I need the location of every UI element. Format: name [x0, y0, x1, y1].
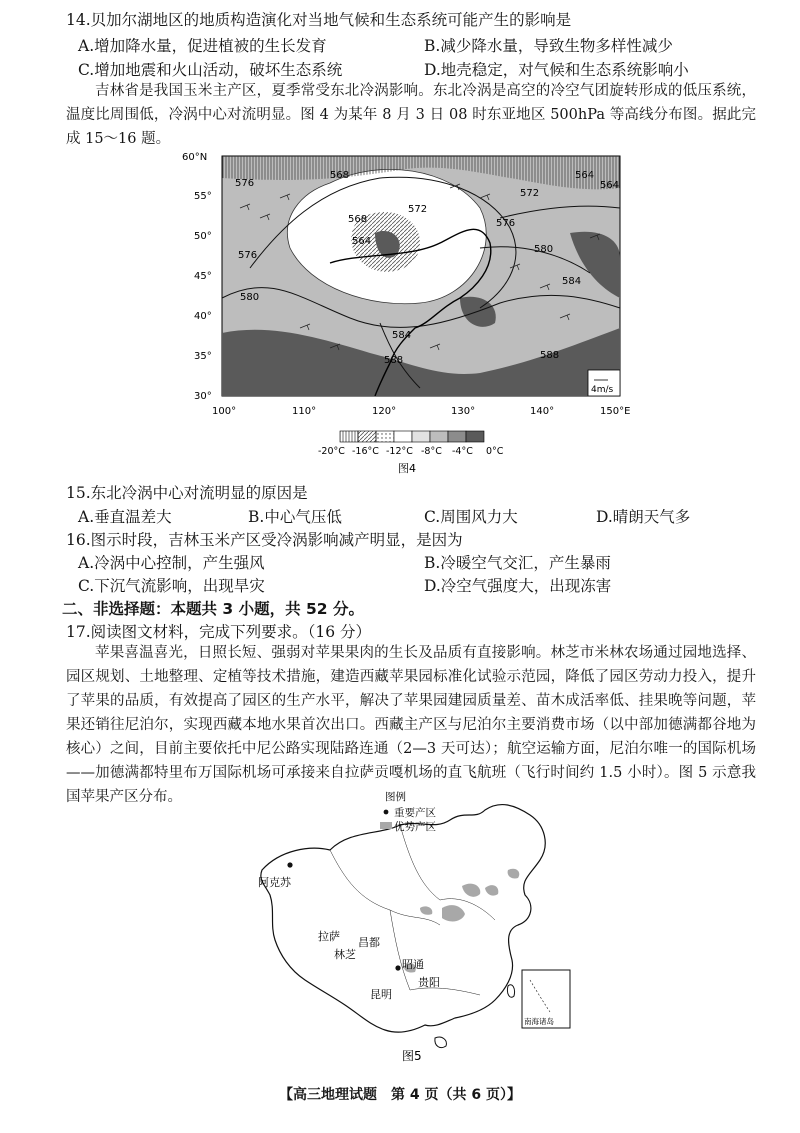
contour-label: 584: [562, 276, 582, 287]
q17-stem: 17.阅读图文材料，完成下列要求。（16 分）: [66, 623, 372, 641]
contour-label: 580: [534, 244, 554, 255]
q14-option-a: A.增加降水量，促进植被的生长发育: [78, 37, 327, 55]
lat-label: 55°: [194, 191, 212, 202]
contour-label: 572: [520, 188, 540, 199]
q16-options-row1: [78, 553, 768, 573]
place-label-akesu: 阿克苏: [258, 876, 291, 889]
q14-options-row2: [78, 60, 768, 80]
place-label-changdu: 昌都: [358, 936, 380, 949]
section-2-heading: 二、非选择题：本题共 3 小题，共 52 分。: [62, 600, 364, 618]
q15-stem: 15.东北冷涡中心对流明显的原因是: [66, 484, 308, 502]
legend-title: 图例: [385, 791, 406, 803]
lat-label: 60°N: [182, 152, 208, 163]
q14-options-row1: [78, 36, 768, 56]
q14-option-b: B.减少降水量，导致生物多样性减少: [424, 37, 673, 55]
intro-15-16-text: 吉林省是我国玉米主产区，夏季常受东北冷涡影响。东北冷涡是高空的冷空气团旋转形成的低压系统，温度比周围低，冷涡中心对流明显。图 4 为某年 8 月 3 日 08 时东亚地区 500hPa 等高线分布图。据此完成 15～16 题。: [66, 83, 756, 147]
legend-dot-icon: [384, 810, 389, 815]
legend-item-important: 重要产区: [394, 807, 436, 819]
contour-label: 568: [330, 170, 350, 181]
q17-material-text: 苹果喜温喜光，日照长短、强弱对苹果果肉的生长及品质有直接影响。林芝市米林农场通过园地选择、园区规划、土地整理、定植等技术措施，建造西藏苹果园标准化试验示范园，降低了园区劳动力投入，提升了苹果的品质，有效提高了园区的生产水平，解决了苹果园建园质量差、苗木成活率低、挂果晚等问题，苹果还销往尼泊尔，实现西藏本地水果首次出口。西藏主产区与尼泊尔主要消费市场（以中部加德满都谷地为核心）之间，目前主要依托中尼公路实现陆路连通（2—3 天可达）；航空运输方面，尼泊尔唯一的国际机场——加德满都特里布万国际机场可承接来自拉萨贡嘎机场的直飞航班（飞行时间约 1.5 小时）。图 5 示意我国苹果产区分布。: [66, 645, 756, 805]
place-label-zhaotong: 昭通: [402, 958, 424, 971]
contour-label: 576: [496, 218, 516, 229]
q15-option-a: A.垂直温差大: [78, 508, 172, 526]
lat-label: 50°: [194, 231, 212, 242]
lat-label: 45°: [194, 271, 212, 282]
contour-label: 564: [600, 180, 620, 191]
legend-swatch-icon: [380, 822, 392, 829]
figure-4-caption: 图4: [398, 462, 416, 475]
lon-label: 120°: [372, 406, 397, 417]
contour-label: 576: [235, 178, 255, 189]
wind-scale-label: 4m/s: [591, 385, 614, 395]
q15-options: [78, 507, 768, 527]
q15-option-b: B.中心气压低: [248, 508, 342, 526]
q15-option-d: D.晴朗天气多: [596, 508, 691, 526]
lat-label: 30°: [194, 391, 212, 402]
contour-label: 564: [352, 236, 372, 247]
q14-option-c: C.增加地震和火山活动，破坏生态系统: [78, 61, 343, 79]
temperature-legend: [318, 431, 504, 475]
inset-label: 南海诸岛: [524, 1017, 554, 1026]
legend-label: -20°C: [318, 446, 345, 457]
lon-label: 140°: [530, 406, 555, 417]
place-label-kunming: 昆明: [370, 988, 392, 1001]
contour-label: 568: [348, 214, 368, 225]
contour-label: 580: [240, 292, 260, 303]
q14-option-d: D.地壳稳定，对气候和生态系统影响小: [424, 61, 689, 79]
contour-label: 584: [392, 330, 412, 341]
place-label-lhasa: 拉萨: [318, 930, 340, 943]
q17-material: [66, 641, 756, 809]
figure-4-map: [180, 148, 640, 478]
south-china-sea-inset: [522, 970, 570, 1028]
q16-option-b: B.冷暖空气交汇，产生暴雨: [424, 554, 611, 572]
q16-option-c: C.下沉气流影响，出现旱灾: [78, 577, 265, 595]
legend-label: -16°C: [352, 446, 379, 457]
contour-label: 588: [384, 355, 404, 366]
contour-label: 572: [408, 204, 428, 215]
lat-label: 35°: [194, 351, 212, 362]
q16-options-row2: [78, 576, 768, 596]
map-plot-area: [222, 156, 620, 396]
q14-stem: 14.贝加尔湖地区的地质构造演化对当地气候和生态系统可能产生的影响是: [66, 11, 572, 29]
figure-5-caption: 图5: [402, 1049, 422, 1063]
contour-label: 588: [540, 350, 560, 361]
q15-option-c: C.周围风力大: [424, 508, 518, 526]
legend-label: -4°C: [452, 446, 473, 457]
china-outline: [261, 805, 545, 1033]
contour-label: 576: [238, 250, 258, 261]
q16-option-a: A.冷涡中心控制，产生强风: [78, 554, 265, 572]
contour-label: 564: [575, 170, 595, 181]
legend-label: -8°C: [421, 446, 442, 457]
lon-label: 150°E: [600, 406, 631, 417]
lon-label: 130°: [451, 406, 476, 417]
figure-5-legend: [380, 790, 436, 833]
figure-5-china-map: [250, 790, 580, 1065]
place-label-guiyang: 贵阳: [418, 976, 440, 989]
place-label-nyingchi: 林芝: [334, 948, 356, 961]
q16-stem: 16.图示时段，吉林玉米产区受冷涡影响减产明显，是因为: [66, 531, 463, 549]
page-footer: 【高三地理试题 第 4 页（共 6 页）】: [279, 1087, 521, 1103]
intro-15-16: [66, 79, 756, 151]
lon-label: 100°: [212, 406, 237, 417]
legend-label: 0°C: [486, 446, 504, 457]
lon-label: 110°: [292, 406, 317, 417]
lat-label: 40°: [194, 311, 212, 322]
q16-option-d: D.冷空气强度大，出现冻害: [424, 577, 612, 595]
legend-item-advantage: 优势产区: [394, 821, 436, 833]
legend-label: -12°C: [386, 446, 413, 457]
